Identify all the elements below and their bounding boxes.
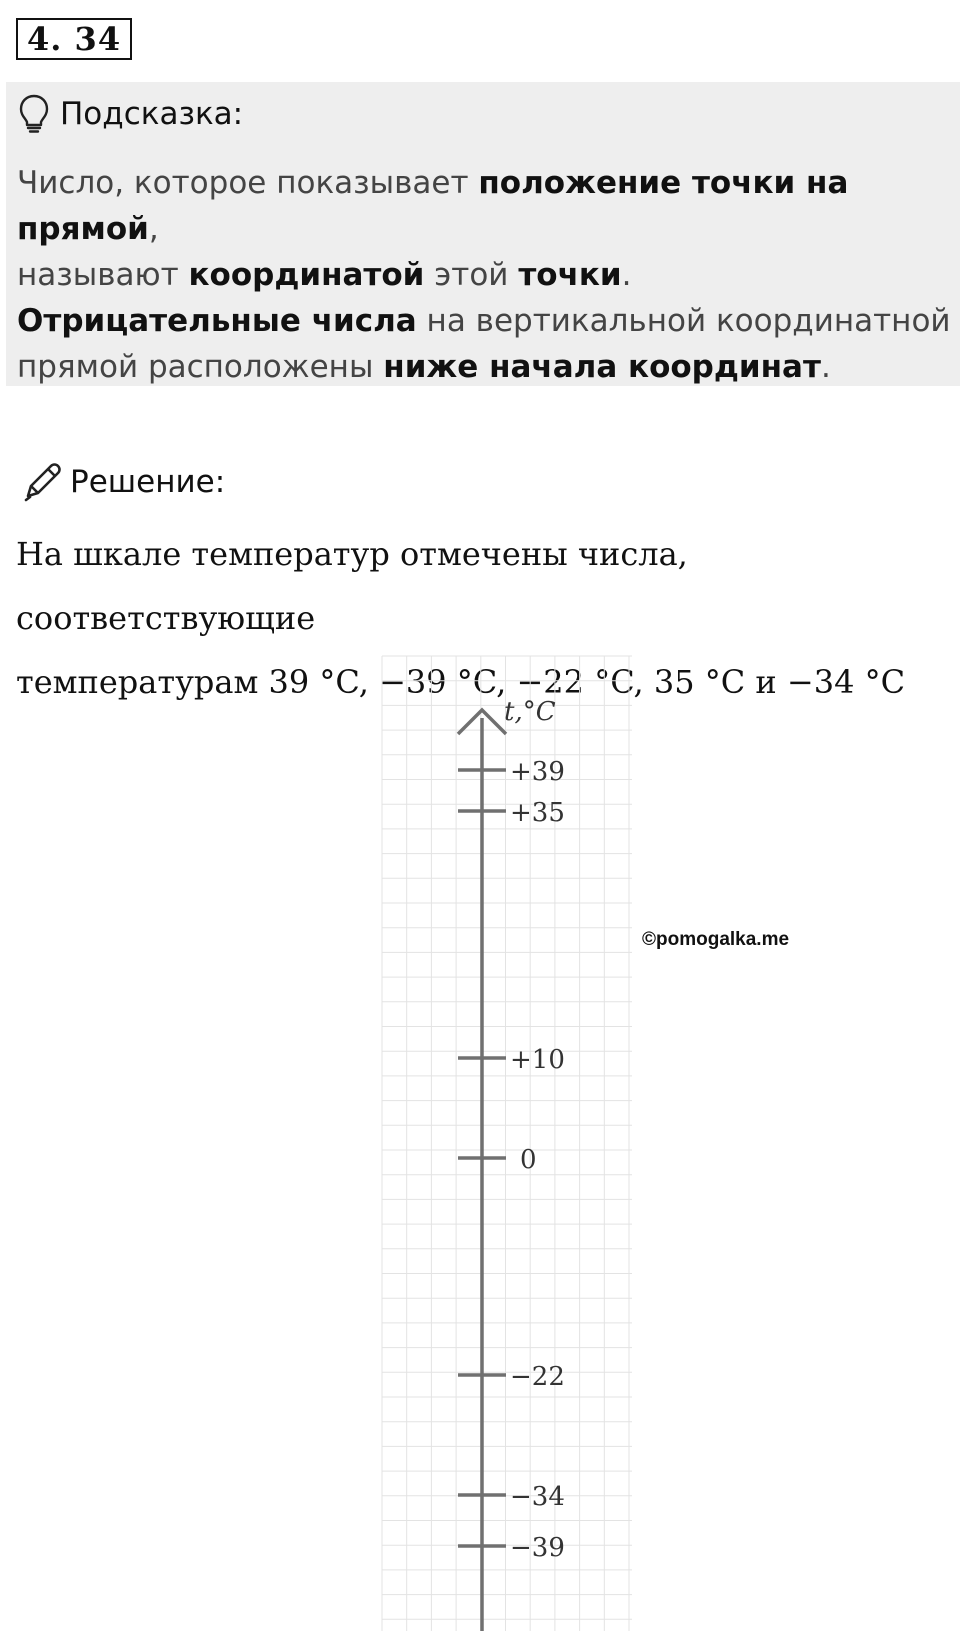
hint-emphasis: точки — [518, 257, 622, 293]
solution-line: температурам 39 °C, −39 °C, −22 °C, 35 °C и −34 °C — [16, 663, 906, 701]
tick-label: 0 — [520, 1145, 537, 1175]
hint-segment: . — [621, 257, 632, 293]
hint-emphasis: ниже начала координат — [383, 349, 821, 385]
hint-emphasis: положение точки на прямой — [17, 165, 849, 247]
tick-label: +39 — [510, 757, 565, 787]
solution-line: На шкале температур отмечены числа, соответствующие — [16, 535, 688, 637]
scale-grid — [382, 656, 632, 1631]
hint-title: Подсказка: — [60, 96, 244, 132]
tick-label: −34 — [510, 1482, 565, 1512]
tick-label: +10 — [510, 1045, 565, 1075]
hint-segment: Число, которое показывает — [17, 165, 479, 201]
tick-label: +35 — [510, 798, 565, 828]
hint-segment: называют — [17, 257, 189, 293]
tick-label: −22 — [510, 1362, 565, 1392]
task-number: 4. 34 — [16, 18, 132, 60]
tick-label: −39 — [510, 1533, 565, 1563]
hint-emphasis: Отрицательные числа — [17, 303, 417, 339]
hint-segment: , — [148, 211, 159, 247]
watermark: ©pomogalka.me — [642, 929, 790, 950]
hint-segment: на вертикальной координатной — [416, 303, 951, 339]
hint-segment: . — [820, 349, 831, 385]
axis-label: t,°C — [504, 697, 556, 727]
solution-title: Решение: — [70, 464, 226, 500]
hint-segment: этой — [424, 257, 519, 293]
hint-segment: прямой расположены — [17, 349, 384, 385]
hint-emphasis: координатой — [188, 257, 425, 293]
